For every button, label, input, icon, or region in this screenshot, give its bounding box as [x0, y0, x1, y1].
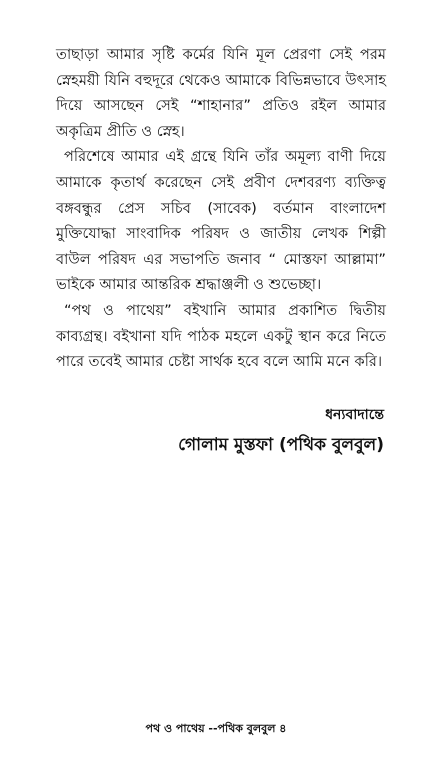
body-text [56, 42, 386, 375]
page-number: ৪ [279, 722, 287, 735]
signoff [54, 404, 384, 460]
paragraph-2: পরিশেষে আমার এই গ্রন্থে যিনি তাঁর অমূল্য বাণী দিয়ে আমাকে কৃতার্থ করেছেন সেই প্রবীণ দেশবরণ্য ব্যক্তিত্ব বঙ্গবন্ধুর প্রেস সচিব (সাবেক) বর্তমান বাংলাদেশ মুক্তিযোদ্ধা সাংবাদিক পরিষদ ও জাতীয় লেখক শিল্পী বাউল পরিষদ এর সভাপতি জনাব “ মোস্তফা আল্লামা” ভাইকে আমার আন্তরিক শ্রদ্ধাঞ্জলী ও শুভেচ্ছা। [56, 148, 386, 294]
page-footer [0, 720, 432, 739]
paragraph-3: “পথ ও পাথেয়” বইখানি আমার প্রকাশিত দ্বিতীয় কাব্যগ্রন্থ। বইখানা যদি পাঠক মহলে একটু স্থান করে নিতে পারে তবেই আমার চেষ্টা সার্থক হবে বলে আমি মনে করি। [56, 301, 386, 371]
footer-book-title: পথ ও পাথেয় [145, 722, 205, 735]
paragraph-1: তাছাড়া আমার সৃষ্টি কর্মের যিনি মূল প্রেরণা সেই পরম স্নেহময়ী যিনি বহুদূরে থেকেও আমাকে বিভিন্নভাবে উৎসাহ দিয়ে আসছেন সেই “শাহানার” প্রতিও রইল আমার অকৃত্রিম প্রীতি ও স্নেহ। [56, 46, 386, 140]
footer-author: পথিক বুলবুল [217, 722, 276, 735]
signoff-thanks: ধন্যবাদান্তে [325, 407, 384, 423]
footer-separator: -- [204, 722, 218, 735]
author-signature: গোলাম মুস্তফা (পথিক বুলবুল) [178, 435, 384, 455]
